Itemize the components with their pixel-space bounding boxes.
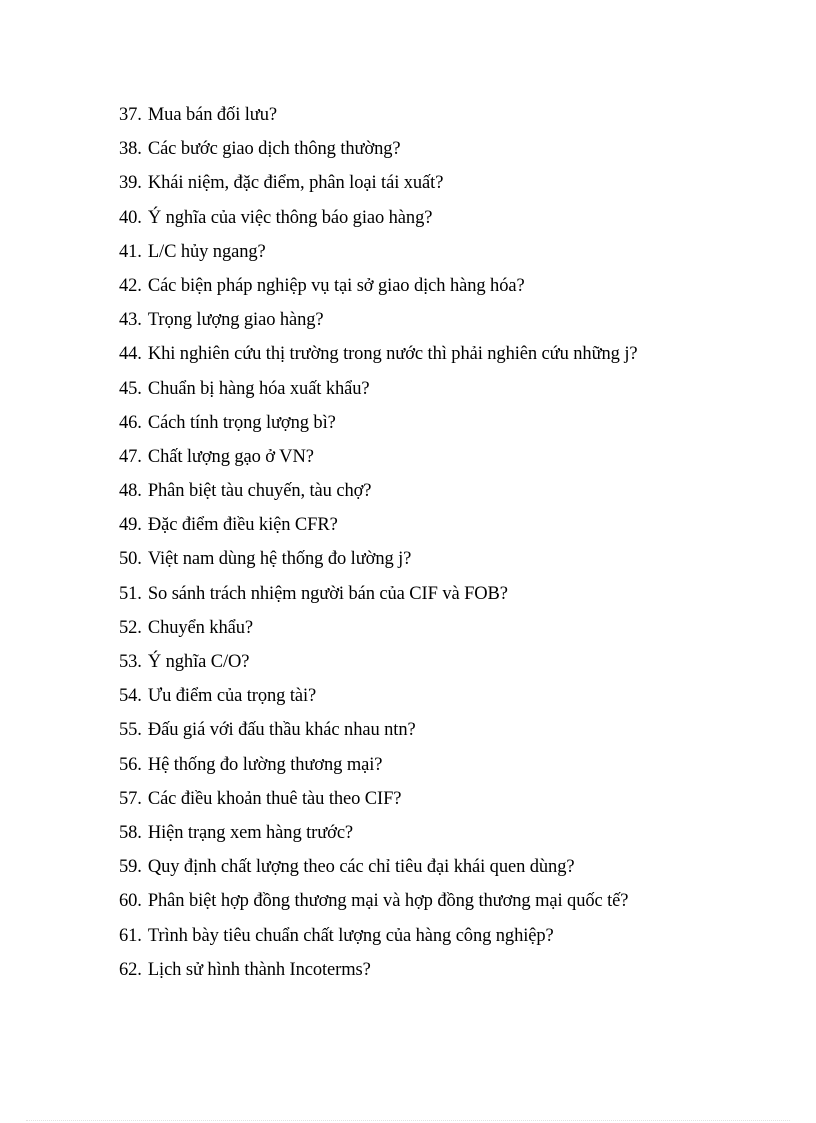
question-item (119, 956, 637, 990)
question-text: Chất lượng gạo ở VN? (147, 446, 314, 467)
question-text: Phân biệt tàu chuyến, tàu chợ? (147, 481, 372, 502)
question-text: Phân biệt hợp đồng thương mại và hợp đồng thương mại quốc tế? (147, 891, 629, 912)
question-number: 43. (119, 310, 142, 331)
question-text: Mua bán đối lưu? (147, 105, 277, 125)
question-text: Việt nam dùng hệ thống đo lường j? (147, 549, 412, 570)
page-bottom-rule (26, 1120, 790, 1121)
question-number: 42. (119, 275, 142, 296)
question-number: 47. (119, 446, 142, 467)
question-number: 52. (119, 617, 142, 638)
question-text: Đặc điểm điều kiện CFR? (147, 515, 338, 536)
question-number: 56. (119, 754, 142, 775)
question-item (119, 204, 637, 238)
question-item (119, 545, 637, 579)
question-item (119, 648, 637, 682)
question-item (119, 819, 637, 853)
question-item (119, 238, 637, 272)
question-text: Đấu giá với đấu thầu khác nhau ntn? (147, 720, 416, 741)
question-number: 57. (119, 788, 142, 809)
question-item (119, 272, 637, 306)
question-text: Quy định chất lượng theo các chỉ tiêu đại khái quen dùng? (147, 857, 575, 878)
question-text: Khái niệm, đặc điểm, phân loại tái xuất? (147, 173, 444, 194)
question-number: 61. (119, 925, 142, 946)
question-number: 55. (119, 720, 142, 741)
question-text: Lịch sử hình thành Incoterms? (147, 959, 371, 980)
question-item (119, 101, 637, 135)
question-text: Các điều khoản thuê tàu theo CIF? (147, 788, 402, 809)
question-text: Chuyển khẩu? (147, 617, 253, 638)
question-item (119, 169, 637, 203)
question-number: 39. (119, 173, 142, 194)
question-number: 59. (119, 857, 142, 878)
question-number: 38. (119, 139, 142, 160)
question-item (119, 887, 637, 921)
question-text: Khi nghiên cứu thị trường trong nước thì phải nghiên cứu những j? (147, 344, 638, 365)
question-item (119, 716, 637, 750)
question-item (119, 785, 637, 819)
question-number: 62. (119, 959, 142, 980)
question-text: Chuẩn bị hàng hóa xuất khẩu? (147, 378, 370, 399)
question-text: Ý nghĩa C/O? (147, 652, 250, 672)
question-item (119, 409, 637, 443)
question-text: Hiện trạng xem hàng trước? (147, 822, 354, 843)
question-text: Các bước giao dịch thông thường? (147, 139, 401, 160)
question-item (119, 614, 637, 648)
question-number: 49. (119, 515, 142, 536)
question-number: 45. (119, 378, 142, 399)
question-number: 53. (119, 652, 142, 672)
question-text: Trình bày tiêu chuẩn chất lượng của hàng công nghiệp? (147, 925, 554, 946)
question-number: 44. (119, 344, 142, 365)
question-text: Cách tính trọng lượng bì? (147, 412, 336, 433)
question-number: 40. (119, 207, 142, 228)
question-number: 54. (119, 686, 142, 707)
question-number: 48. (119, 481, 142, 502)
question-text: Hệ thống đo lường thương mại? (147, 754, 383, 775)
question-item (119, 751, 637, 785)
question-text: So sánh trách nhiệm người bán của CIF và FOB? (147, 583, 508, 604)
question-number: 51. (119, 583, 142, 604)
question-number: 37. (119, 105, 142, 125)
question-item (119, 477, 637, 511)
question-item (119, 580, 637, 614)
question-text: Ưu điểm của trọng tài? (147, 686, 317, 707)
question-number: 50. (119, 549, 142, 570)
question-number: 58. (119, 822, 142, 843)
question-number: 41. (119, 241, 142, 262)
question-item (119, 853, 637, 887)
question-item (119, 375, 637, 409)
question-text: Ý nghĩa của việc thông báo giao hàng? (147, 207, 433, 228)
question-item (119, 682, 637, 716)
question-item (119, 340, 637, 374)
question-number: 60. (119, 891, 142, 912)
question-text: Trọng lượng giao hàng? (147, 310, 324, 331)
question-text: L/C hủy ngang? (147, 241, 266, 262)
question-number: 46. (119, 412, 142, 433)
question-item (119, 922, 637, 956)
question-item (119, 443, 637, 477)
question-item (119, 511, 637, 545)
question-item (119, 135, 637, 169)
question-list (119, 101, 637, 990)
question-item (119, 306, 637, 340)
question-text: Các biện pháp nghiệp vụ tại sở giao dịch hàng hóa? (147, 275, 525, 296)
